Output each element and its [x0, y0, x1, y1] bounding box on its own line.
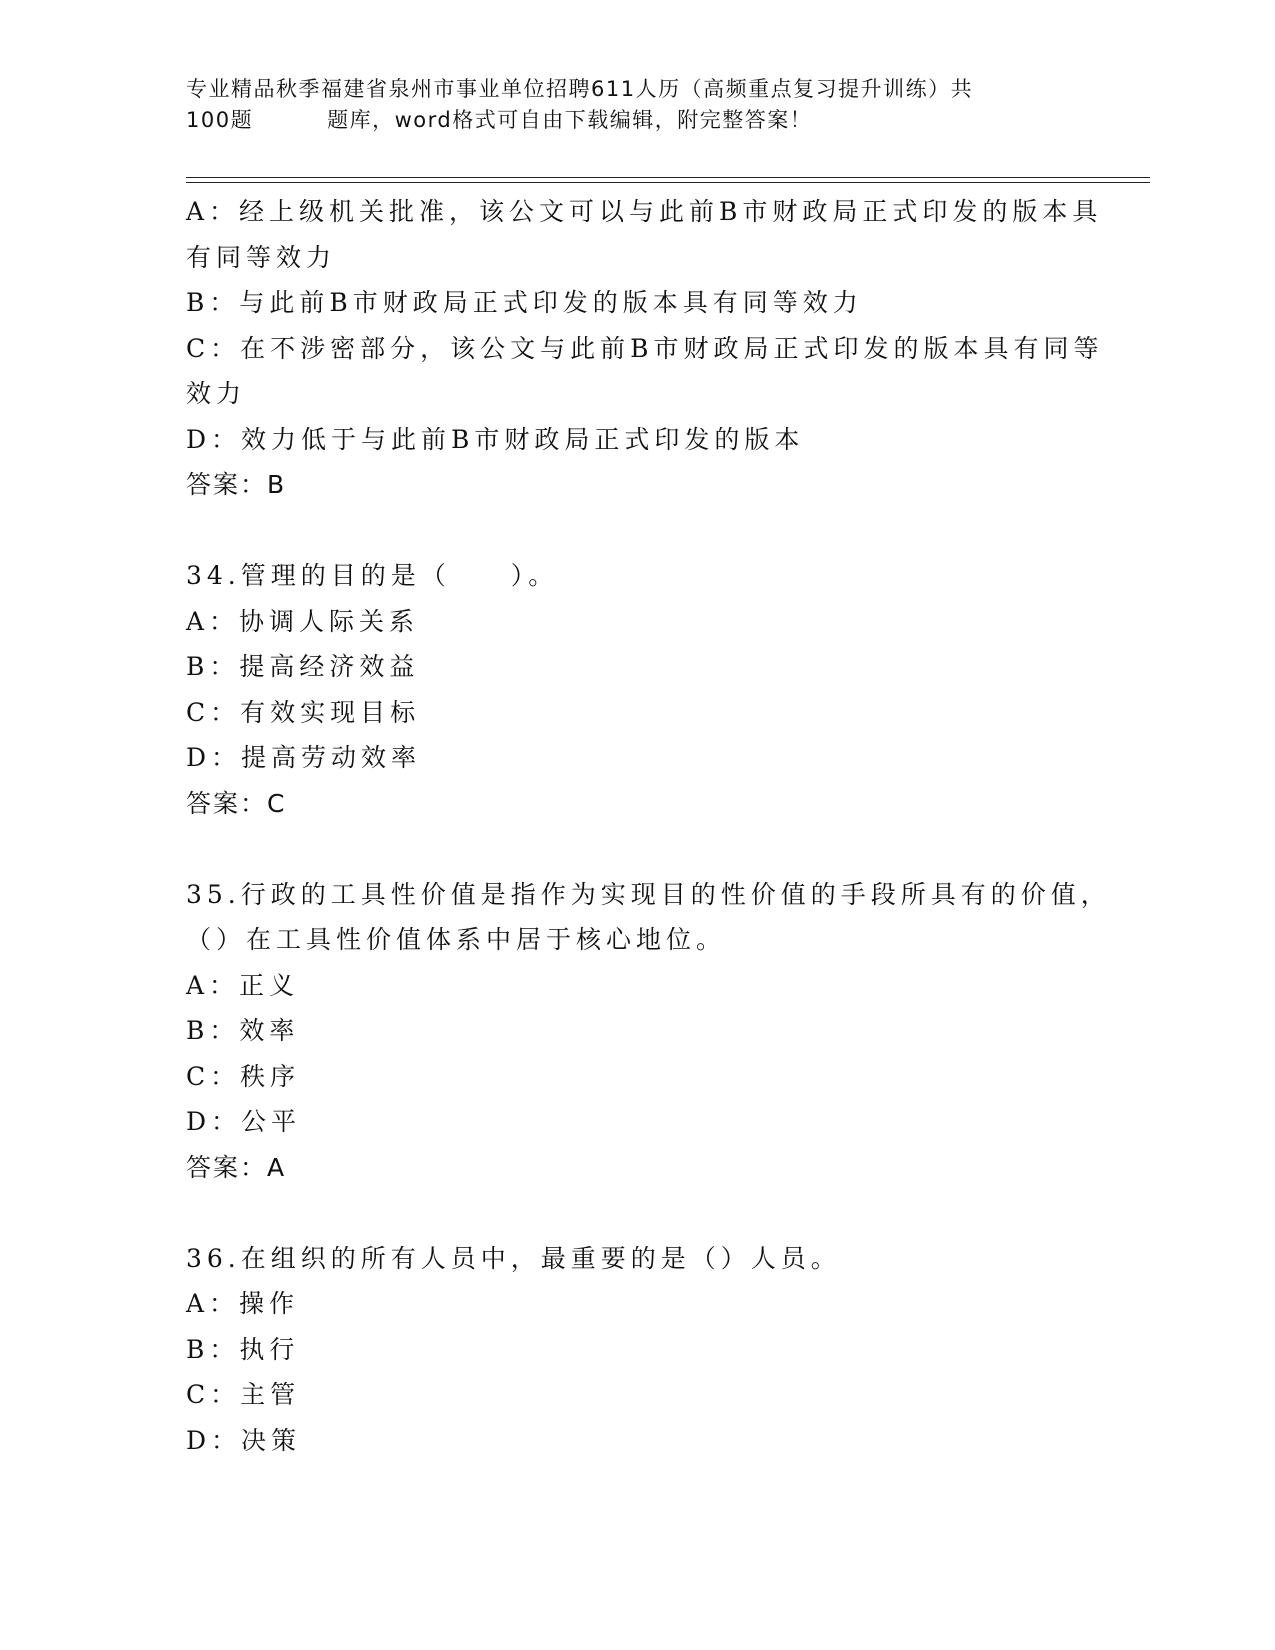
- answer: 答案：C: [186, 788, 287, 818]
- option-d: D：决策: [186, 1425, 302, 1455]
- question-text: 34.管理的目的是（ ）。: [186, 561, 559, 590]
- answer: 答案：B: [186, 470, 287, 499]
- header-question-count: 100题: [186, 108, 254, 132]
- option-a-continued: 有同等效力: [186, 242, 337, 272]
- header-divider-bottom: [186, 182, 1150, 183]
- header-title-line-1: 专业精品秋季福建省泉州市事业单位招聘611人历（高频重点复习提升训练）共: [186, 77, 974, 101]
- answer: 答案：A: [186, 1152, 287, 1182]
- option-b: B：与此前B市财政局正式印发的版本具有同等效力: [186, 288, 863, 317]
- header-description: 题库，word格式可自由下载编辑，附完整答案！: [327, 108, 813, 132]
- option-d: D：公平: [186, 1107, 302, 1136]
- option-a: A：协调人际关系: [186, 606, 420, 636]
- question-34: [186, 553, 1086, 826]
- question-text: 35.行政的工具性价值是指作为实现目的性价值的手段所具有的价值，: [186, 879, 1111, 909]
- option-d: D：效力低于与此前B市财政局正式印发的版本: [186, 424, 805, 454]
- header-divider-top: [186, 177, 1150, 178]
- option-c: C：主管: [186, 1380, 301, 1409]
- option-b: B：提高经济效益: [186, 652, 420, 681]
- option-b: B：执行: [186, 1334, 300, 1364]
- document-header: [186, 74, 1066, 136]
- option-b: B：效率: [186, 1016, 300, 1045]
- option-a: A：操作: [186, 1289, 300, 1318]
- question-list: [186, 189, 1111, 1463]
- header-title-line-2: [186, 105, 1066, 136]
- question-36: [186, 1236, 1086, 1464]
- question-35: [186, 872, 1111, 1191]
- option-c: C：秩序: [186, 1061, 301, 1091]
- option-c: C：有效实现目标: [186, 697, 421, 727]
- question-text: 36.在组织的所有人员中，最重要的是（）人员。: [186, 1243, 841, 1273]
- option-a: A：经上级机关批准，该公文可以与此前B市财政局正式印发的版本具: [186, 197, 1103, 226]
- option-d: D：提高劳动效率: [186, 743, 422, 772]
- option-c-continued: 效力: [186, 379, 247, 408]
- option-c: C：在不涉密部分，该公文与此前B市财政局正式印发的版本具有同等: [186, 333, 1104, 363]
- question-33-tail: [186, 189, 1104, 508]
- option-a: A：正义: [186, 970, 300, 1000]
- question-text-continued: （）在工具性价值体系中居于核心地位。: [186, 925, 727, 954]
